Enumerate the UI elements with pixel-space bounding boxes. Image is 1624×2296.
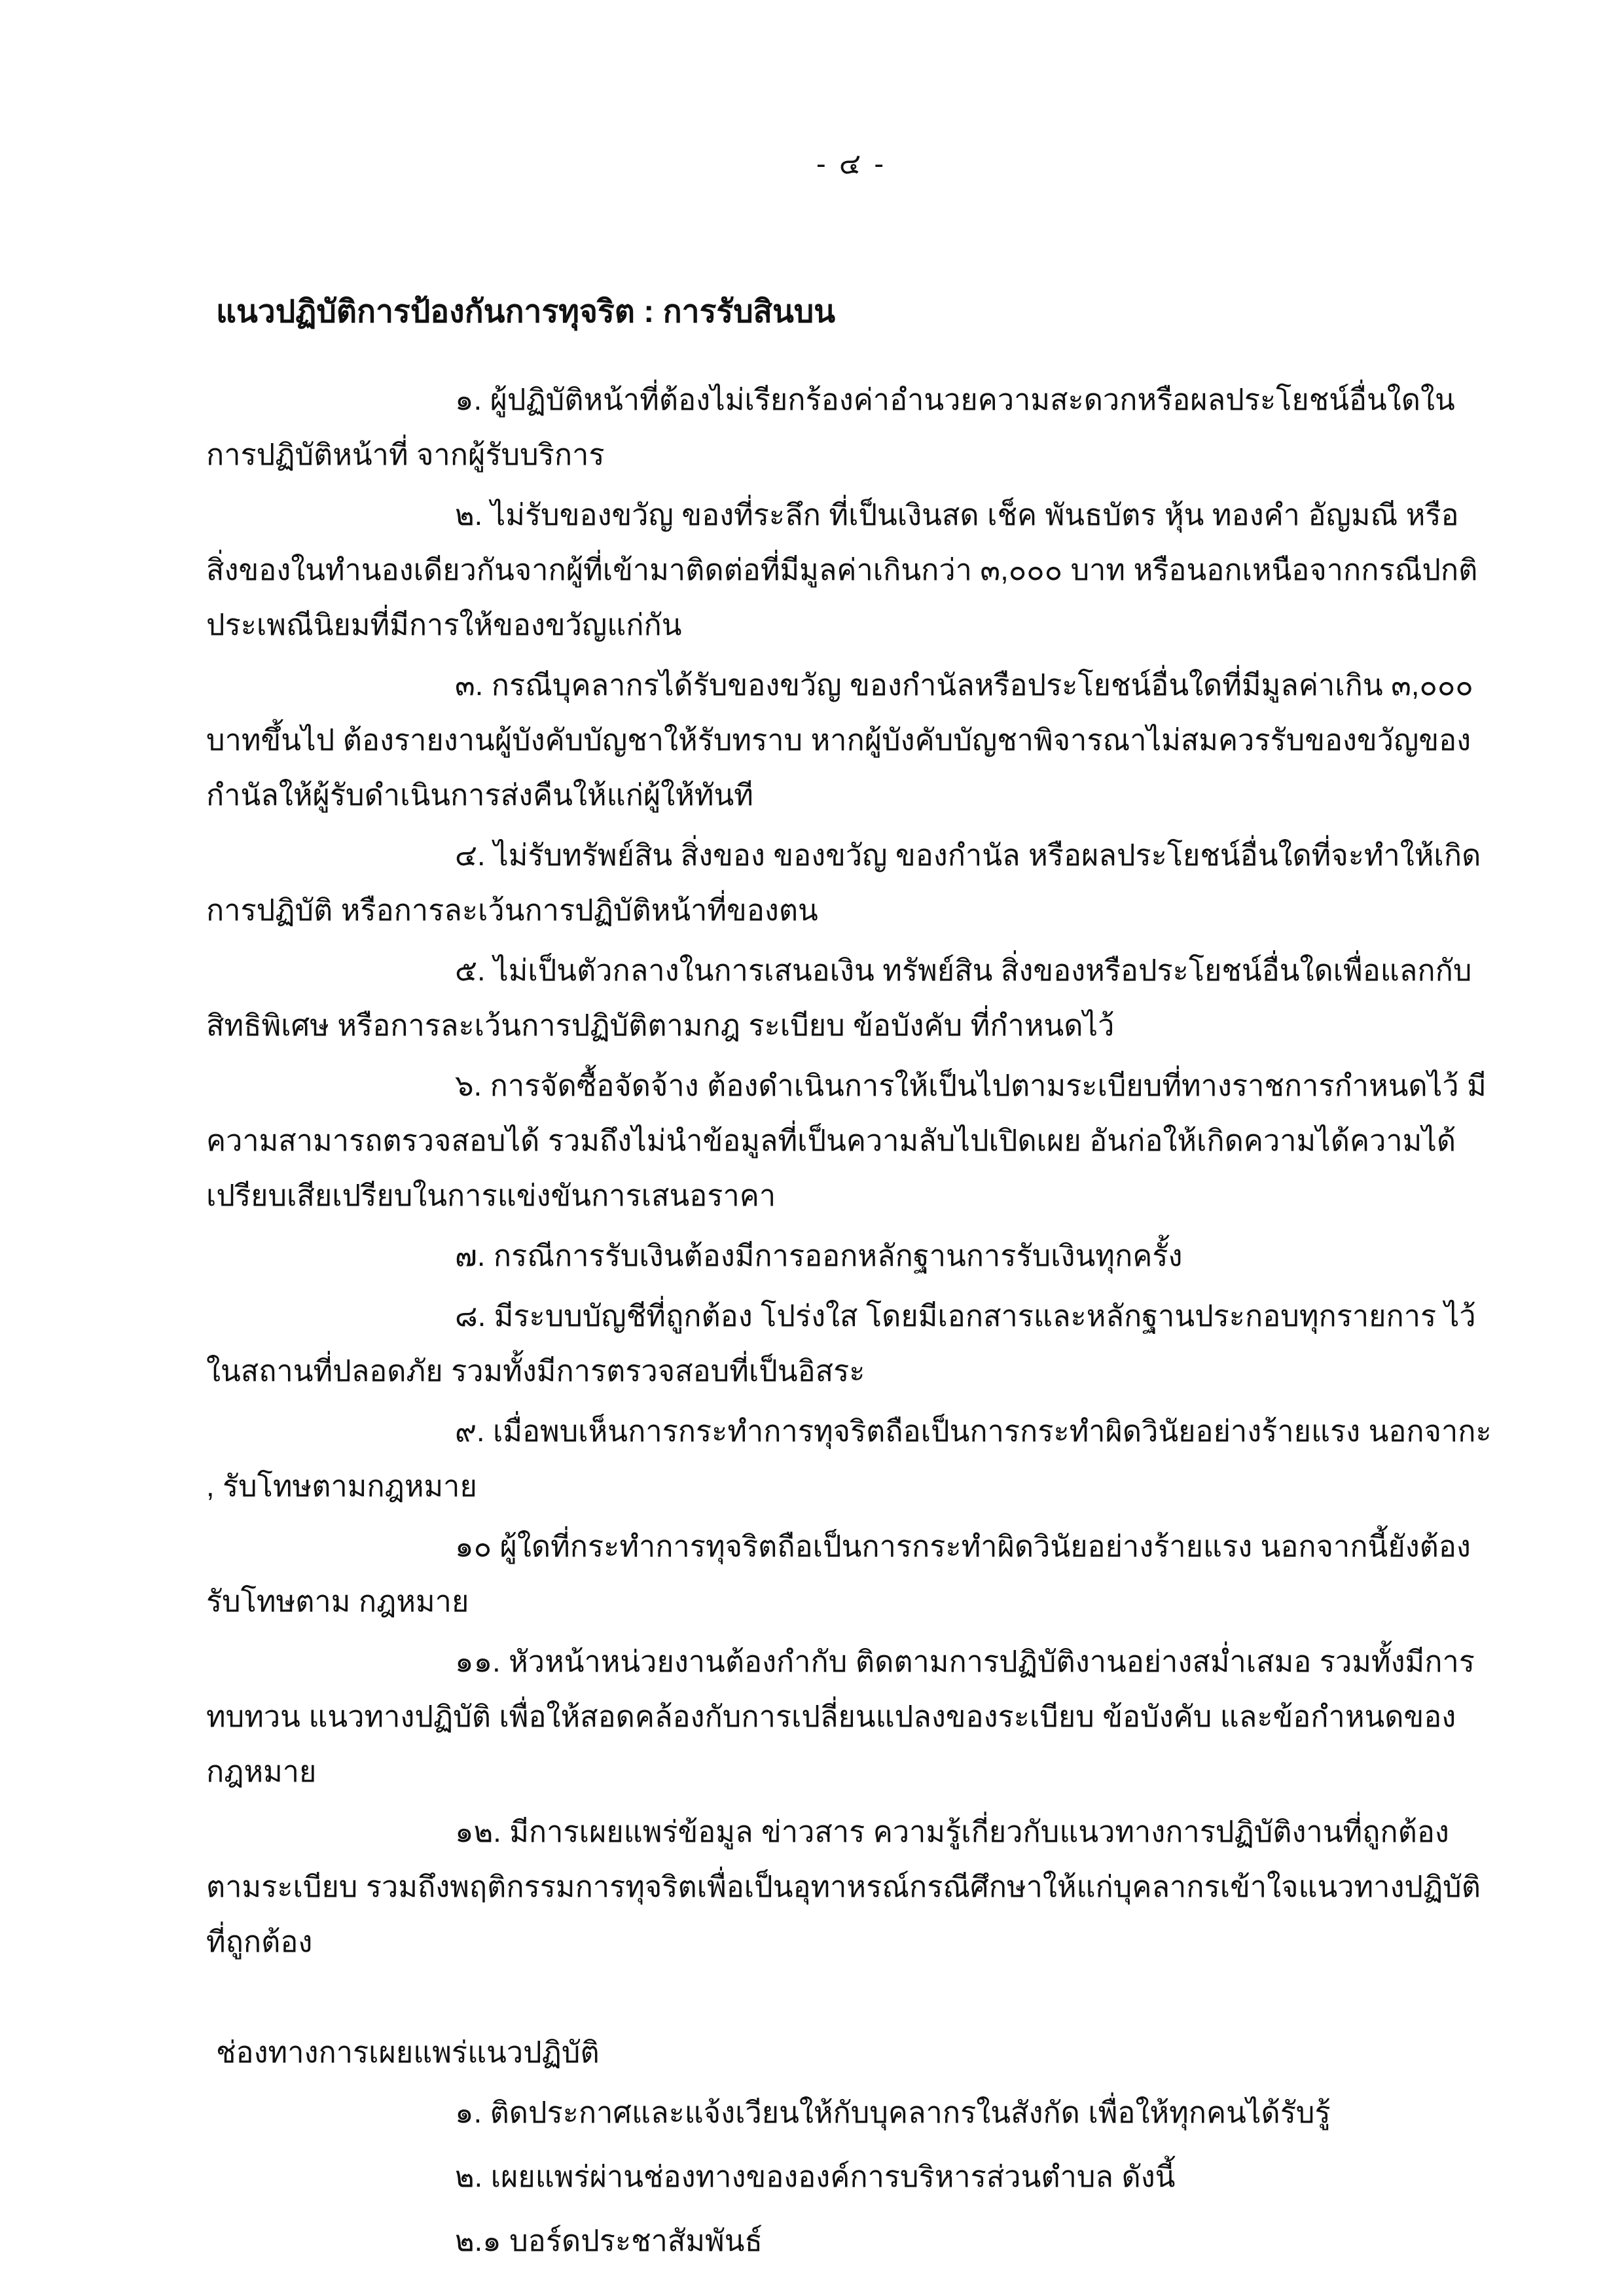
guideline-item-10: ๑๐ ผู้ใดที่กระทำการทุจริตถือเป็นการกระทำผิดวินัยอย่างร้ายแรง นอกจากนี้ยังต้องรับโทษตาม กฎหมาย bbox=[206, 1530, 1471, 1618]
guideline-item-7: ๗. กรณีการรับเงินต้องมีการออกหลักฐานการรับเงินทุกครั้ง bbox=[455, 1239, 1183, 1272]
guideline-item-5: ๕. ไม่เป็นตัวกลางในการเสนอเงิน ทรัพย์สิน สิ่งของหรือประโยชน์อื่นใดเพื่อแลกกับสิทธิพิเศษ หรือการละเว้นการปฏิบัติตามกฎ ระเบียบ ข้อบังคับ ที่กำหนดไว้ bbox=[206, 954, 1472, 1042]
guideline-item-12: ๑๒. มีการเผยแพร่ข้อมูล ข่าวสาร ความรู้เกี่ยวกับแนวทางการปฏิบัติงานที่ถูกต้องตามระเบียบ รวมถึงพฤติกรรมการทุจริตเพื่อเป็นอุทาหรณ์กรณีศึกษาให้แก่บุคลากรเข้าใจแนวทางปฏิบัติที่ถูกต้อง bbox=[206, 1815, 1481, 1958]
guideline-item-4: ๔. ไม่รับทรัพย์สิน สิ่งของ ของขวัญ ของกำนัล หรือผลประโยชน์อื่นใดที่จะทำให้เกิดการปฏิบัติ หรือการละเว้นการปฏิบัติหน้าที่ของตน bbox=[206, 838, 1481, 927]
channel-subitem-2-1: ๒.๑ บอร์ดประชาสัมพันธ์ bbox=[455, 2224, 763, 2257]
guideline-item-6: ๖. การจัดซื้อจัดจ้าง ต้องดำเนินการให้เป็นไปตามระเบียบที่ทางราชการกำหนดไว้ มีความสามารถตรวจสอบได้ รวมถึงไม่นำข้อมูลที่เป็นความลับไปเปิดเผย อันก่อให้เกิดความได้ความได้เปรียบเสียเปรียบในการแข่งขันการเสนอราคา bbox=[206, 1069, 1487, 1212]
channel-item-1: ๑. ติดประกาศและแจ้งเวียนให้กับบุคลากรในสังกัด เพื่อให้ทุกคนได้รับรู้ bbox=[455, 2096, 1331, 2129]
guideline-item-1: ๑. ผู้ปฏิบัติหน้าที่ต้องไม่เรียกร้องค่าอำนวยความสะดวกหรือผลประโยชน์อื่นใดในการปฏิบัติหน้าที่ จากผู้รับบริการ bbox=[206, 383, 1455, 471]
guideline-item-8: ๘. มีระบบบัญชีที่ถูกต้อง โปร่งใส โดยมีเอกสารและหลักฐานประกอบทุกรายการ ไว้ในสถานที่ปลอดภัย รวมทั้งมีการตรวจสอบที่เป็นอิสระ bbox=[206, 1299, 1476, 1388]
page-number: - ๔ - bbox=[816, 148, 887, 180]
guideline-item-9: ๙. เมื่อพบเห็นการกระทำการทุจริตถือเป็นการกระทำผิดวินัยอย่างร้ายแรง นอกจากะ , รับโทษตามกฎหมาย bbox=[206, 1414, 1492, 1503]
guideline-item-3: ๓. กรณีบุคลากรได้รับของขวัญ ของกำนัลหรือประโยชน์อื่นใดที่มีมูลค่าเกิน ๓,๐๐๐ บาทขึ้นไป ต้องรายงานผู้บังคับบัญชาให้รับทราบ หากผู้บังคับบัญชาพิจารณาไม่สมควรรับของขวัญของกำนัลให้ผู้รับดำเนินการส่งคืนให้แก่ผู้ให้ทันที bbox=[206, 668, 1473, 812]
guideline-item-11: ๑๑. หัวหน้าหน่วยงานต้องกำกับ ติดตามการปฏิบัติงานอย่างสม่ำเสมอ รวมทั้งมีการทบทวน แนวทางปฏิบัติ เพื่อให้สอดคล้องกับการเปลี่ยนแปลงของระเบียบ ข้อบังคับ และข้อกำหนดของกฎหมาย bbox=[206, 1645, 1475, 1788]
guideline-item-2: ๒. ไม่รับของขวัญ ของที่ระลึก ที่เป็นเงินสด เช็ค พันธบัตร หุ้น ทองคำ อัญมณี หรือสิ่งของในทำนองเดียวกันจากผู้ที่เข้ามาติดต่อที่มีมูลค่าเกินกว่า ๓,๐๐๐ บาท หรือนอกเหนือจากกรณีปกติประเพณีนิยมที่มีการให้ของขวัญแก่กัน bbox=[206, 498, 1478, 641]
channels-section-label: ช่องทางการเผยแพร่แนวปฏิบัติ bbox=[216, 2036, 600, 2069]
section-heading: แนวปฏิบัติการป้องกันการทุจริต : การรับสินบน bbox=[216, 295, 836, 329]
channel-item-2: ๒. เผยแพร่ผ่านช่องทางขององค์การบริหารส่วนตำบล ดังนี้ bbox=[455, 2160, 1176, 2193]
